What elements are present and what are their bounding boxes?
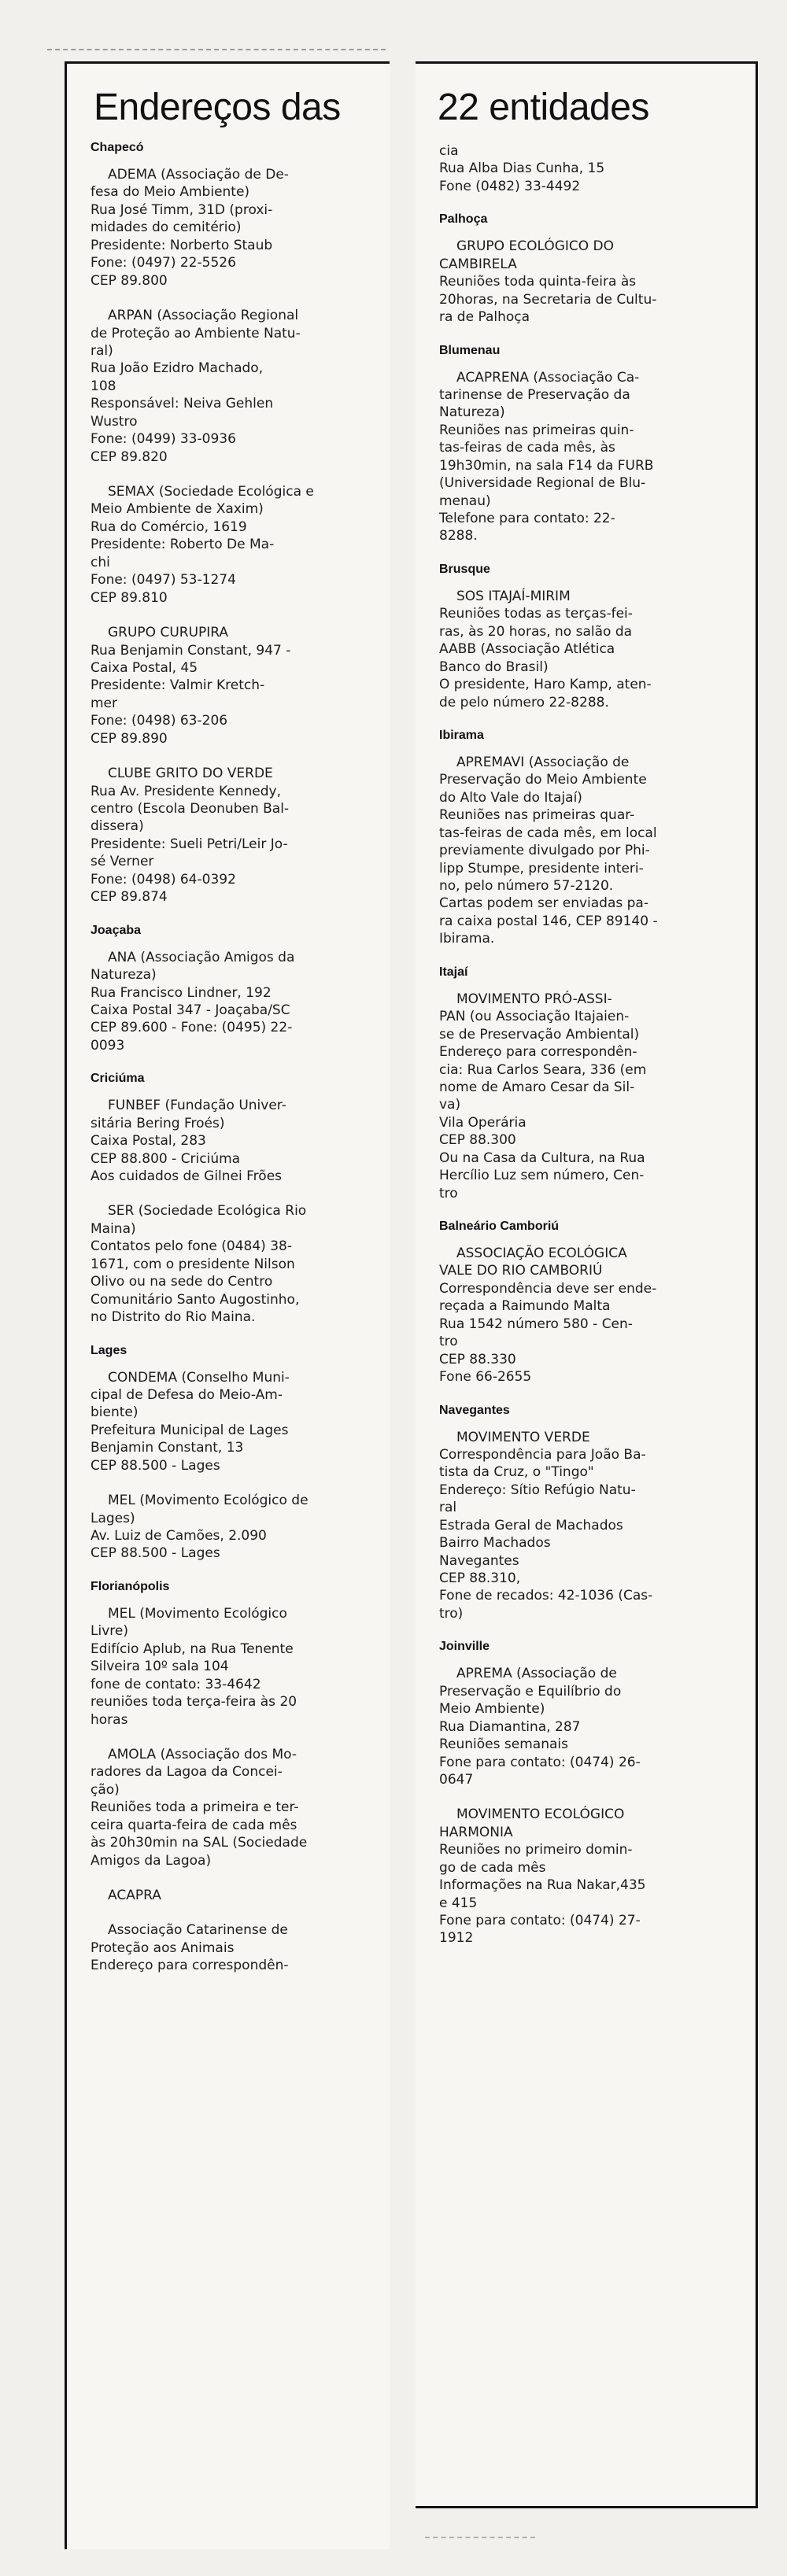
entry-line: Fone: (0498) 63-206	[91, 713, 228, 729]
entry-line: va)	[439, 1097, 461, 1113]
entry-line: Maina)	[91, 1220, 136, 1237]
entry-line: Rua 1542 número 580 - Cen-	[439, 1316, 633, 1332]
entry-line: Presidente: Norberto Staub	[91, 237, 273, 253]
entry-line: lipp Stumpe, presidente interi-	[439, 860, 644, 877]
entry-line: fesa do Meio Ambiente)	[91, 184, 250, 201]
entity-entry	[91, 1746, 374, 1869]
entry-line: Fone de recados: 42-1036 (Cas-	[439, 1588, 653, 1604]
entry-line: Reuniões no primeiro domin-	[439, 1842, 633, 1858]
city-heading: Joinville	[439, 1640, 490, 1654]
entry-name-line: MOVIMENTO VERDE	[456, 1429, 590, 1445]
entry-name-line: ACAPRENA (Associação Ca-	[456, 369, 640, 386]
entity-entry	[91, 1369, 374, 1475]
entry-line: Endereço para correspondên-	[439, 1044, 637, 1061]
headline-left: Endereços das	[94, 87, 341, 128]
entry-line: Fone 66-2655	[439, 1369, 532, 1386]
entry-line: Endereço para correspondên-	[91, 1958, 289, 1974]
entry-line: Proteção aos Animais	[91, 1939, 235, 1956]
entry-line: HARMONIA	[439, 1824, 513, 1840]
entry-name-line: MEL (Movimento Ecológico de	[108, 1493, 309, 1509]
entry-line: CAMBIRELA	[439, 256, 517, 272]
entry-line: PAN (ou Associação Itajaien-	[439, 1009, 630, 1025]
bottom-dashed-rule	[425, 2537, 535, 2538]
entry-line: 20horas, na Secretaria de Cultu-	[439, 291, 657, 308]
entry-line: AABB (Associação Atlética	[439, 641, 615, 658]
entry-line: VALE DO RIO CAMBORIÚ	[439, 1263, 603, 1279]
city-heading: Ibirama	[439, 728, 484, 742]
entry-line: Reuniões nas primeiras quin-	[439, 422, 634, 438]
entry-line: Hercílio Luz sem número, Cen-	[439, 1168, 645, 1184]
entry-name-line: ARPAN (Associação Regional	[108, 308, 299, 324]
entry-line: midades do cemitério)	[91, 220, 242, 236]
entry-line: Av. Luiz de Camões, 2.090	[91, 1528, 267, 1544]
entry-line: CEP 88.300	[439, 1132, 516, 1149]
entry-line: Correspondência para João Ba-	[439, 1446, 646, 1463]
entry-line: Rua José Timm, 31D (proxi-	[91, 201, 273, 218]
entity-entry	[439, 1665, 740, 1788]
entry-line: Olivo ou na sede do Centro	[91, 1274, 273, 1290]
entry-line: Endereço: Sítio Refúgio Natu-	[439, 1482, 636, 1498]
entity-entry	[91, 1921, 374, 1974]
entry-line: cia: Rua Carlos Seara, 336 (em	[439, 1061, 647, 1078]
city-heading: Navegantes	[439, 1403, 510, 1417]
entry-line: reçada a Raimundo Malta	[439, 1298, 611, 1315]
entry-name-line: ASSOCIAÇÃO ECOLÓGICA	[456, 1246, 627, 1261]
entry-line: CEP 89.800	[91, 272, 168, 289]
entity-entry	[439, 142, 740, 195]
entry-line: chi	[91, 554, 110, 570]
entity-entry	[439, 991, 740, 1202]
entry-name-line: FUNBEF (Fundação Univer-	[108, 1098, 286, 1114]
entry-line: Contatos pelo fone (0484) 38-	[91, 1238, 292, 1255]
entry-line: ral)	[91, 342, 113, 359]
entry-line: Edifício Aplub, na Rua Tenente	[91, 1640, 294, 1657]
entry-line: reuniões toda terça-feira às 20	[91, 1694, 297, 1711]
entry-line: CEP 89.874	[91, 889, 168, 906]
entry-name-line: APREMA (Associação de	[456, 1666, 617, 1682]
entry-line: 19h30min, na sala F14 da FURB	[439, 457, 654, 474]
entry-line: Ibirama.	[439, 931, 495, 947]
entry-line: centro (Escola Deonuben Bal-	[91, 801, 290, 817]
entry-name-line: ACAPRA	[108, 1888, 161, 1903]
entry-name-line: CLUBE GRITO DO VERDE	[108, 766, 273, 782]
entry-line: Banco do Brasil)	[439, 659, 549, 675]
entity-entry	[439, 1806, 740, 1947]
entry-line: ra de Palhoça	[439, 309, 530, 326]
entry-line: CEP 89.820	[91, 448, 168, 465]
entry-line: Rua Benjamin Constant, 947 -	[91, 642, 291, 659]
entity-entry	[91, 483, 374, 607]
top-dashed-rule	[47, 49, 386, 50]
entry-line: 1912	[439, 1930, 474, 1947]
entry-line: Presidente: Valmir Kretch-	[91, 677, 265, 694]
entry-line: (Universidade Regional de Blu-	[439, 475, 646, 492]
entry-name-line: Associação Catarinense de	[108, 1922, 288, 1939]
right-column-content	[416, 142, 756, 1947]
entry-name-line: MOVIMENTO ECOLÓGICO	[456, 1807, 625, 1823]
entry-line: Ou na Casa da Cultura, na Rua	[439, 1150, 645, 1166]
entry-line: Cartas podem ser enviadas pa-	[439, 895, 648, 912]
entry-line: CEP 89.890	[91, 730, 168, 747]
entry-line: ral	[439, 1500, 457, 1516]
entry-line: CEP 89.810	[91, 589, 168, 606]
entry-line: Presidente: Roberto De Ma-	[91, 537, 275, 553]
entry-line: Fone: (0499) 33-0936	[91, 431, 236, 448]
entity-entry	[439, 588, 740, 711]
entity-entry	[91, 1492, 374, 1563]
entry-line: CEP 88.500 - Lages	[91, 1457, 220, 1474]
city-heading: Balneário Camboriú	[439, 1220, 560, 1233]
city-heading: Joaçaba	[91, 923, 142, 937]
entry-line: Meio Ambiente de Xaxim)	[91, 501, 264, 518]
entry-line: tista da Cruz, o "Tingo"	[439, 1464, 594, 1481]
entry-line: Livre)	[91, 1623, 128, 1640]
entry-line: Natureza)	[91, 967, 157, 984]
entity-entry	[439, 238, 740, 326]
entry-name-line: SOS ITAJAÍ-MIRIM	[456, 588, 571, 604]
entry-line: previamente divulgado por Phi-	[439, 843, 650, 859]
entry-line: Fone: (0498) 64-0392	[91, 871, 236, 888]
entry-line: Telefone para contato: 22-	[439, 511, 615, 526]
entry-line: horas	[91, 1711, 128, 1728]
entry-line: Reuniões nas primeiras quar-	[439, 807, 635, 824]
entry-line: Presidente: Sueli Petri/Leir Jo-	[91, 836, 288, 852]
entry-name-line: MOVIMENTO PRÓ-ASSI-	[456, 991, 612, 1007]
entry-line: Reuniões semanais	[439, 1736, 568, 1753]
entry-name-line: SER (Sociedade Ecológica Rio	[108, 1203, 307, 1220]
entry-line: Meio Ambiente)	[439, 1701, 545, 1718]
entry-line: ra caixa postal 146, CEP 89140 -	[439, 913, 658, 929]
entry-line: 1671, com o presidente Nilson	[91, 1256, 295, 1272]
entry-line: 0093	[91, 1037, 125, 1054]
entry-line: Caixa Postal 347 - Joaçaba/SC	[91, 1002, 290, 1018]
entry-line: Correspondência deve ser ende-	[439, 1280, 657, 1297]
entry-line: tas-feiras de cada mês, às	[439, 440, 615, 456]
entry-line: tro	[439, 1334, 458, 1350]
entity-entry	[91, 166, 374, 290]
entry-line: se de Preservação Ambiental)	[439, 1026, 640, 1043]
entry-line: no Distrito do Rio Maina.	[91, 1309, 256, 1326]
entry-name-line: APREMAVI (Associação de	[456, 754, 630, 770]
entry-line: Rua Diamantina, 287	[439, 1718, 581, 1735]
entity-entry	[439, 369, 740, 545]
entity-entry	[91, 1097, 374, 1185]
right-column	[416, 61, 758, 2508]
entry-line: Rua Francisco Lindner, 192	[91, 984, 272, 1001]
entity-entry	[91, 307, 374, 466]
entry-line: Lages)	[91, 1510, 135, 1526]
entry-line: 8288.	[439, 528, 478, 544]
entry-line: Rua do Comércio, 1619	[91, 519, 247, 535]
entry-line: Rua João Ezidro Machado,	[91, 360, 264, 377]
entry-line: 108	[91, 378, 116, 394]
entry-line: CEP 88.800 - Criciúma	[91, 1150, 241, 1167]
entry-line: Fone (0482) 33-4492	[439, 178, 581, 194]
entry-name-line: SEMAX (Sociedade Ecológica e	[108, 484, 314, 500]
entry-line: Estrada Geral de Machados	[439, 1517, 623, 1533]
entry-line: fone de contato: 33-4642	[91, 1676, 261, 1692]
entry-line: Caixa Postal, 45	[91, 659, 198, 676]
entry-line: mer	[91, 695, 118, 711]
city-heading: Blumenau	[439, 343, 501, 357]
entity-entry	[91, 1202, 374, 1326]
entry-line: menau)	[439, 493, 491, 509]
entry-line: CEP 89.600 - Fone: (0495) 22-	[91, 1020, 293, 1036]
entry-line: Natureza)	[439, 404, 505, 421]
entry-name-line: AMOLA (Associação dos Mo-	[108, 1746, 297, 1762]
entry-line: O presidente, Haro Kamp, aten-	[439, 677, 652, 693]
entry-line: Fone para contato: (0474) 26-	[439, 1754, 641, 1770]
left-column	[65, 61, 390, 2549]
entry-line: go de cada mês	[439, 1859, 546, 1876]
entry-line: Fone: (0497) 22-5526	[91, 255, 236, 271]
entry-line: Fone para contato: (0474) 27-	[439, 1913, 641, 1928]
entry-line: sitária Bering Froés)	[91, 1115, 225, 1131]
city-heading: Lages	[91, 1343, 127, 1357]
entry-line: ceira quarta-feira de cada mês	[91, 1817, 297, 1833]
city-heading: Brusque	[439, 562, 490, 576]
entry-line: tro)	[439, 1605, 464, 1622]
entry-line: tarinense de Preservação da	[439, 386, 630, 403]
headline-right: 22 entidades	[438, 87, 649, 128]
city-heading: Palhoça	[439, 212, 488, 227]
entry-line: Preservação do Meio Ambiente	[439, 772, 647, 788]
entry-line: Informações na Rua Nakar,435	[439, 1877, 646, 1894]
entity-entry	[91, 1887, 374, 1904]
left-column-content	[67, 141, 390, 1975]
entry-line: tro	[439, 1185, 458, 1201]
entry-line: Benjamin Constant, 13	[91, 1440, 244, 1456]
entry-name-line: GRUPO ECOLÓGICO DO	[456, 238, 615, 255]
entry-line: Rua Av. Presidente Kennedy,	[91, 783, 282, 799]
entry-line: Comunitário Santo Augostinho,	[91, 1291, 300, 1308]
entry-line: Silveira 10º sala 104	[91, 1659, 229, 1675]
entry-line: ção)	[91, 1781, 120, 1798]
entry-line: Prefeitura Municipal de Lages	[91, 1422, 289, 1438]
entry-name-line: GRUPO CURUPIRA	[108, 625, 229, 641]
entry-line: às 20h30min na SAL (Sociedade	[91, 1835, 308, 1851]
entity-entry	[439, 1429, 740, 1623]
city-heading: Chapecó	[91, 141, 144, 154]
city-heading: Florianópolis	[91, 1579, 170, 1593]
entry-line: biente)	[91, 1404, 139, 1421]
entity-entry	[91, 624, 374, 747]
entry-line: Fone: (0497) 53-1274	[91, 572, 236, 589]
entity-entry	[91, 1605, 374, 1729]
entry-line: nome de Amaro Cesar da Sil-	[439, 1079, 635, 1095]
entry-line: Navegantes	[439, 1552, 519, 1569]
entry-line: de Proteção ao Ambiente Natu-	[91, 325, 301, 341]
entry-line: Reuniões todas as terças-fei-	[439, 606, 633, 622]
entry-line: ras, às 20 horas, no salão da	[439, 623, 633, 640]
entry-name-line: cia	[439, 143, 459, 159]
entry-line: Rua Alba Dias Cunha, 15	[439, 161, 605, 177]
entry-line: Amigos da Lagoa)	[91, 1852, 212, 1869]
entry-line: Aos cuidados de Gilnei Frões	[91, 1168, 283, 1184]
entry-line: e 415	[439, 1895, 478, 1911]
entry-line: sé Verner	[91, 854, 154, 870]
entry-name-line: ADEMA (Associação de De-	[108, 167, 289, 183]
entry-line: cipal de Defesa do Meio-Am-	[91, 1386, 283, 1403]
entry-line: Vila Operária	[439, 1114, 527, 1131]
entry-line: Reuniões toda a primeira e ter-	[91, 1799, 299, 1816]
entry-line: Preservação e Equilíbrio do	[439, 1683, 622, 1699]
entry-name-line: CONDEMA (Conselho Muni-	[108, 1369, 290, 1386]
entry-line: Reuniões toda quinta-feira às	[439, 274, 637, 290]
entry-line: tas-feiras de cada mês, em local	[439, 825, 657, 841]
entry-name-line: MEL (Movimento Ecológico	[108, 1605, 287, 1622]
entity-entry	[439, 1245, 740, 1386]
city-heading: Criciúma	[91, 1072, 145, 1086]
entry-line: CEP 88.310,	[439, 1570, 521, 1586]
entry-line: no, pelo número 57-2120.	[439, 878, 614, 894]
entry-line: radores da Lagoa da Concei-	[91, 1764, 283, 1781]
entry-line: 0647	[439, 1771, 474, 1788]
entry-line: Caixa Postal, 283	[91, 1133, 206, 1150]
city-heading: Itajaí	[439, 965, 468, 979]
entry-line: CEP 88.330	[439, 1351, 516, 1367]
entry-line: Bairro Machados	[439, 1535, 551, 1552]
entry-line: dissera)	[91, 818, 144, 835]
entry-line: do Alto Vale do Itajaí)	[439, 789, 582, 806]
entry-line: de pelo número 22-8288.	[439, 694, 609, 710]
entity-entry	[91, 949, 374, 1055]
entry-name-line: ANA (Associação Amigos da	[108, 949, 295, 965]
entry-line: Wustro	[91, 413, 138, 430]
entry-line: CEP 88.500 - Lages	[91, 1545, 220, 1562]
entity-entry	[439, 754, 740, 948]
entry-line: Responsável: Neiva Gehlen	[91, 396, 274, 412]
entity-entry	[91, 765, 374, 906]
